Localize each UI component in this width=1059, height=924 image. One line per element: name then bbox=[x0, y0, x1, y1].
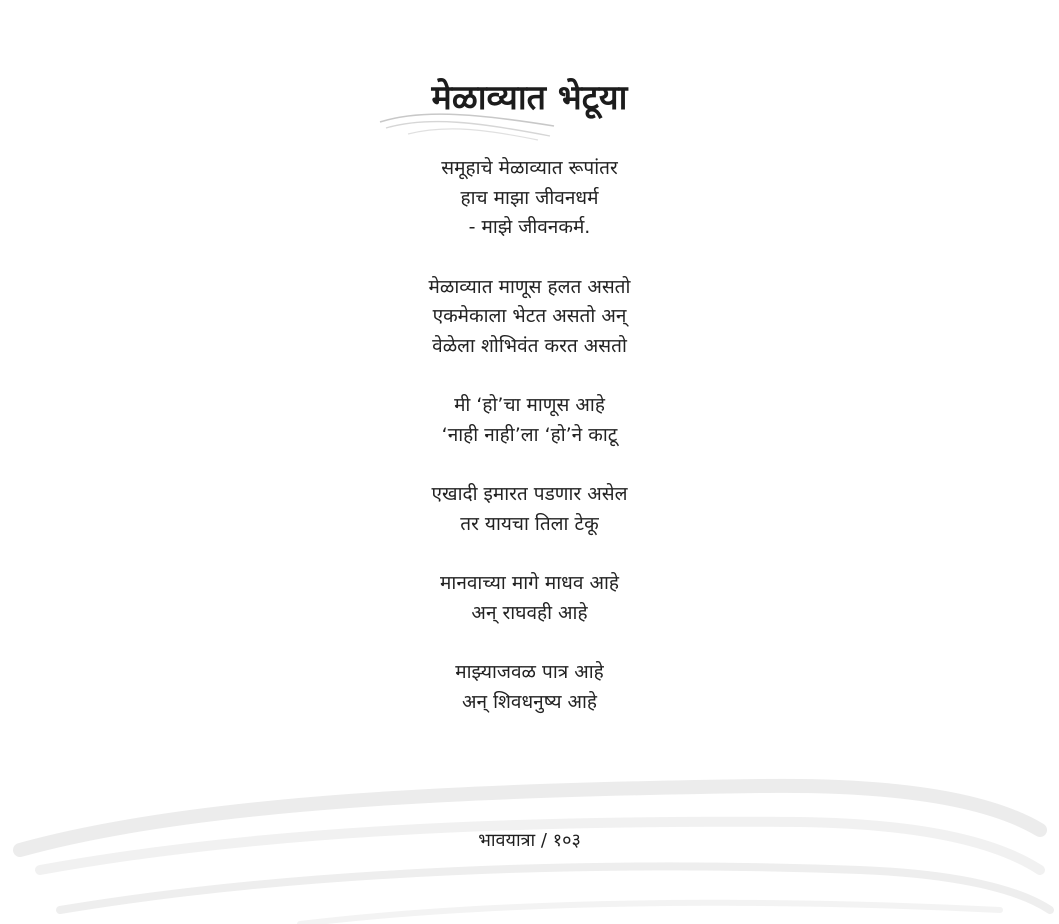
poem-line: एकमेकाला भेटत असतो अन् bbox=[432, 305, 627, 327]
poem-title: मेळाव्यात भेटूया bbox=[431, 78, 628, 118]
poem-line: समूहाचे मेळाव्यात रूपांतर bbox=[441, 157, 618, 179]
stanza bbox=[0, 480, 1059, 539]
poem-line: मानवाच्या मागे माधव आहे bbox=[440, 572, 619, 594]
poem-body bbox=[0, 154, 1059, 747]
poem-line: - माझे जीवनकर्म. bbox=[468, 216, 591, 238]
stanza bbox=[0, 391, 1059, 450]
poem-line: मी ‘हो’चा माणूस आहे bbox=[454, 394, 605, 416]
poem-line: एखादी इमारत पडणार असेल bbox=[431, 483, 628, 505]
poem-line: ‘नाही नाही’ला ‘हो’ने काटू bbox=[441, 423, 618, 446]
poem-line: वेळेला शोभिवंत करत असतो bbox=[432, 334, 627, 357]
stanza bbox=[0, 658, 1059, 717]
poem-line: तर यायचा तिला टेकू bbox=[460, 512, 599, 535]
stanza bbox=[0, 154, 1059, 243]
stanza bbox=[0, 273, 1059, 362]
stanza bbox=[0, 569, 1059, 628]
poem-line: अन् शिवधनुष्य आहे bbox=[461, 690, 598, 713]
poem-line: माझ्याजवळ पात्र आहे bbox=[455, 661, 604, 683]
poem-line: अन् राघवही आहे bbox=[471, 601, 588, 624]
page-footer: भावयात्रा / १०३ bbox=[478, 830, 581, 851]
poem-line: हाच माझा जीवनधर्म bbox=[460, 186, 599, 209]
poem-line: मेळाव्यात माणूस हलत असतो bbox=[428, 275, 631, 298]
title-swoosh-ornament bbox=[378, 108, 558, 144]
